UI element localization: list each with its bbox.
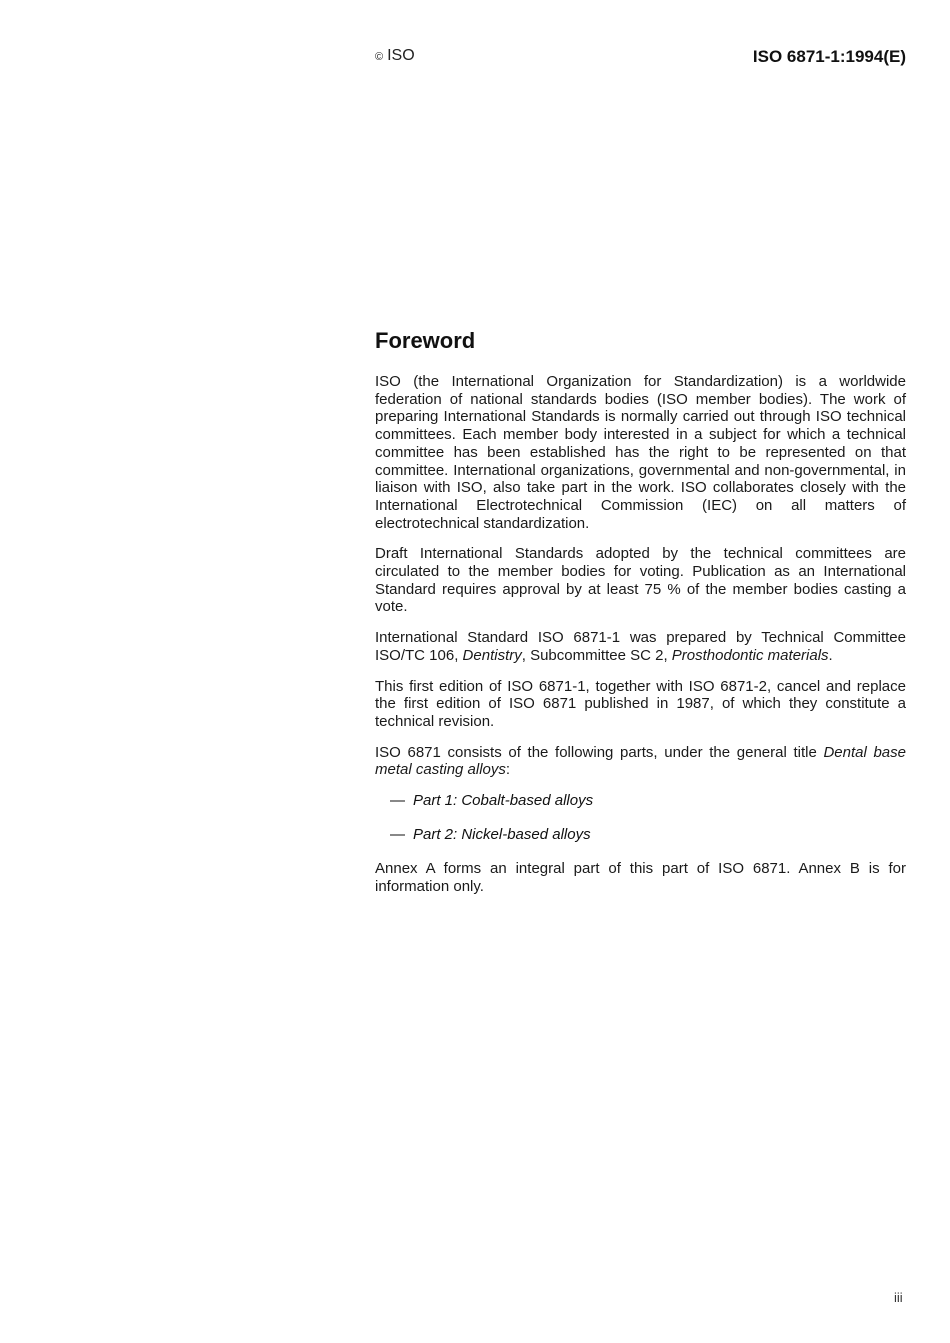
parts-list — [375, 792, 906, 844]
list-item — [390, 826, 906, 844]
text-run: : — [505, 761, 511, 779]
text-run: . — [828, 646, 833, 664]
list-item-label: Part 1: Cobalt-based alloys — [413, 792, 594, 810]
dash-bullet-icon: — — [390, 826, 405, 844]
header-copyright — [375, 47, 415, 65]
paragraph-prepared-by — [375, 629, 906, 664]
paragraph-annex: Annex A forms an integral part of this part of ISO 6871. Annex B is for information only. — [375, 860, 906, 895]
text-run: International Standard ISO 6871-1 was prepared by Technical Committee ISO/TC 106, — [375, 629, 906, 664]
header-left-text: ISO — [387, 47, 415, 64]
paragraph-draft-standards: Draft International Standards adopted by the technical committees are circulated to the member bodies for voting. Publication as an International Standard requires approval by at least 75 % of the member bodies casting a vote. — [375, 545, 906, 616]
copyright-icon: © — [375, 51, 384, 63]
paragraph-iso-intro: ISO (the International Organization for Standardization) is a worldwide federation of national standards bodies (ISO member bodies). The work of preparing International Standards is normally carried out through ISO technical committees. Each member body interested in a subject for which a technical committee has been established has the right to be represented on that committee. International organizations, governmental and non-governmental, in liaison with ISO, also take part in the work. ISO collaborates closely with the International Electrotechnical Commission (IEC) on all matters of electrotechnical standardization. — [375, 373, 906, 532]
subcommittee-name: Prosthodontic materials — [671, 646, 829, 664]
paragraph-edition: This first edition of ISO 6871-1, together with ISO 6871-2, cancel and replace the first edition of ISO 6871 published in 1987, of which they constitute a technical revision. — [375, 677, 906, 730]
page-title: Foreword — [375, 328, 476, 353]
text-run: , Subcommittee SC 2, — [521, 646, 672, 664]
paragraph-parts-intro — [375, 744, 906, 779]
foreword-section — [375, 328, 906, 908]
page-number: iii — [894, 1290, 903, 1305]
list-item — [390, 792, 906, 810]
dash-bullet-icon: — — [390, 792, 405, 810]
general-title: Dental base metal casting alloys — [375, 743, 906, 779]
list-item-label: Part 2: Nickel-based alloys — [413, 826, 591, 844]
committee-name: Dentistry — [462, 646, 522, 664]
text-run: ISO 6871 consists of the following parts, under the general title — [375, 743, 824, 761]
document-identifier: ISO 6871-1:1994(E) — [752, 47, 906, 66]
